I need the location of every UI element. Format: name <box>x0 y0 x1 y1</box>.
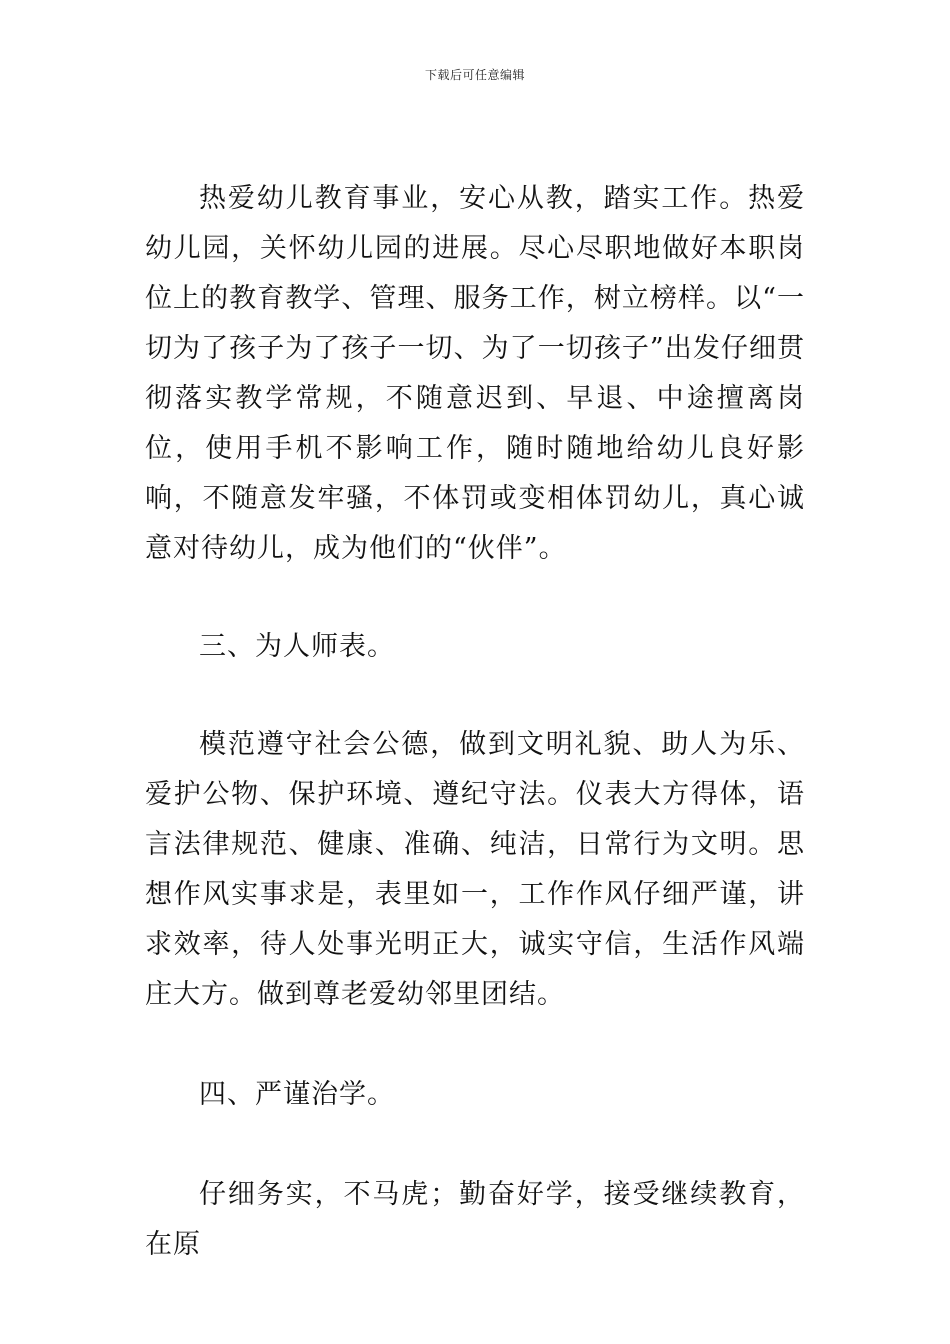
paragraph-1-block <box>145 174 805 574</box>
heading-3-block <box>145 622 805 672</box>
section-heading-4: 四、严谨治学。 <box>199 1079 395 1110</box>
paragraph-3-block <box>145 1170 805 1270</box>
paragraph-2-block <box>145 720 805 1020</box>
page-header-note: 下载后可任意编辑 <box>424 68 525 82</box>
section-heading-3: 三、为人师表。 <box>199 631 395 662</box>
paragraph-3: 仔细务实，不马虎；勤奋好学，接受继续教育，在原 <box>145 1179 805 1260</box>
heading-4-block <box>145 1070 805 1120</box>
paragraph-1: 热爱幼儿教育事业，安心从教，踏实工作。热爱幼儿园，关怀幼儿园的进展。尽心尽职地做好本职岗位上的教育教学、管理、服务工作，树立榜样。以“一切为了孩子为了孩子一切、为了一切孩子”出发仔细贯彻落实教学常规，不随意迟到、早退、中途擅离岗位，使用手机不影响工作，随时随地给幼儿良好影响，不随意发牢骚，不体罚或变相体罚幼儿，真心诚意对待幼儿，成为他们的“伙伴”。 <box>145 183 805 564</box>
paragraph-2: 模范遵守社会公德，做到文明礼貌、助人为乐、爱护公物、保护环境、遵纪守法。仪表大方得体，语言法律规范、健康、准确、纯洁，日常行为文明。思想作风实事求是，表里如一，工作作风仔细严谨，讲求效率，待人处事光明正大，诚实守信，生活作风端庄大方。做到尊老爱幼邻里团结。 <box>145 729 805 1010</box>
